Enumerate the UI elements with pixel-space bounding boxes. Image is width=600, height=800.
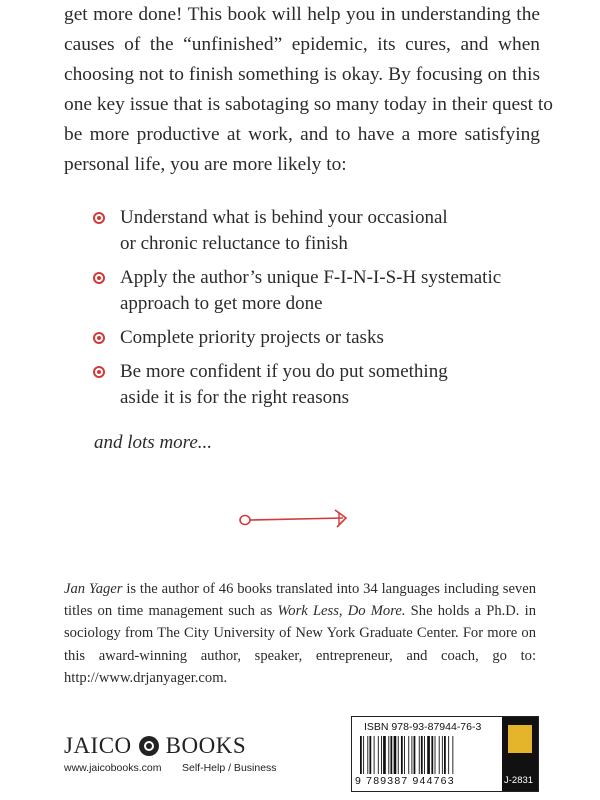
bio-text: titles on time management such as — [64, 603, 278, 620]
intro-line: be more productive at work, and to have a more satisfying — [64, 124, 540, 145]
list-item-line: approach to get more done — [120, 293, 323, 314]
intro-line: one key issue that is sabotaging so many today in their quest to — [64, 94, 553, 115]
barcode-digits: 9 789387 944763 — [355, 775, 455, 787]
barcode-icon — [358, 736, 498, 776]
bio-text: is the author of 46 books translated into 34 languages including seven — [122, 581, 536, 597]
book-title: Work Less, Do More. — [277, 603, 406, 620]
list-item-line: Complete priority projects or tasks — [120, 327, 384, 348]
list-item — [93, 205, 533, 257]
benefit-list — [93, 205, 533, 419]
publisher-block — [64, 733, 277, 774]
bio-line — [64, 578, 536, 600]
intro-paragraph — [64, 0, 553, 180]
and-lots-more-text: and lots more... — [94, 432, 213, 453]
bio-text: She holds a Ph.D. in — [405, 603, 536, 620]
list-item-line: Be more confident if you do put something — [120, 361, 448, 382]
book-category: Self-Help / Business — [182, 762, 277, 774]
author-name: Jan Yager — [64, 581, 123, 597]
catalog-code: J-2831 — [504, 775, 534, 786]
intro-line: get more done! This book will help you in understanding the — [64, 4, 540, 25]
publisher-logo — [64, 733, 277, 759]
list-item-line: Understand what is behind your occasional — [120, 207, 448, 228]
bio-line: sociology from The City University of New York Graduate Center. For more on — [64, 625, 536, 642]
isbn-label: ISBN 978-93-87944-76-3 — [364, 721, 482, 733]
publisher-name-right: BOOKS — [165, 733, 247, 758]
price-seal-block — [502, 716, 539, 792]
bio-line — [64, 600, 536, 622]
bullet-circle-icon — [93, 212, 105, 224]
list-item-line: aside it is for the right reasons — [120, 387, 350, 408]
bio-line: this award-winning author, speaker, entrepreneur, and coach, go to: — [64, 647, 536, 664]
publisher-meta — [64, 762, 277, 774]
intro-line: personal life, you are more likely to: — [64, 154, 347, 175]
list-item — [93, 359, 533, 411]
list-item-line: Apply the author’s unique F-I-N-I-S-H systematic — [120, 267, 502, 288]
list-item — [93, 325, 533, 351]
publisher-website: www.jaicobooks.com — [64, 762, 162, 774]
author-bio — [64, 578, 536, 689]
intro-line: causes of the “unfinished” epidemic, its cures, and when — [64, 34, 540, 55]
red-arrow-icon — [238, 506, 356, 532]
sun-emblem-icon — [138, 735, 160, 757]
bullet-circle-icon — [93, 332, 105, 344]
publisher-name-left: JAICO — [64, 733, 132, 758]
list-item-line: or chronic reluctance to finish — [120, 233, 348, 254]
list-item — [93, 265, 533, 317]
author-website: http://www.drjanyager.com. — [64, 669, 228, 686]
seal-icon — [508, 725, 532, 753]
bullet-circle-icon — [93, 366, 105, 378]
bullet-circle-icon — [93, 272, 105, 284]
isbn-barcode — [351, 716, 503, 792]
intro-line: choosing not to finish something is okay. By focusing on this — [64, 64, 540, 85]
